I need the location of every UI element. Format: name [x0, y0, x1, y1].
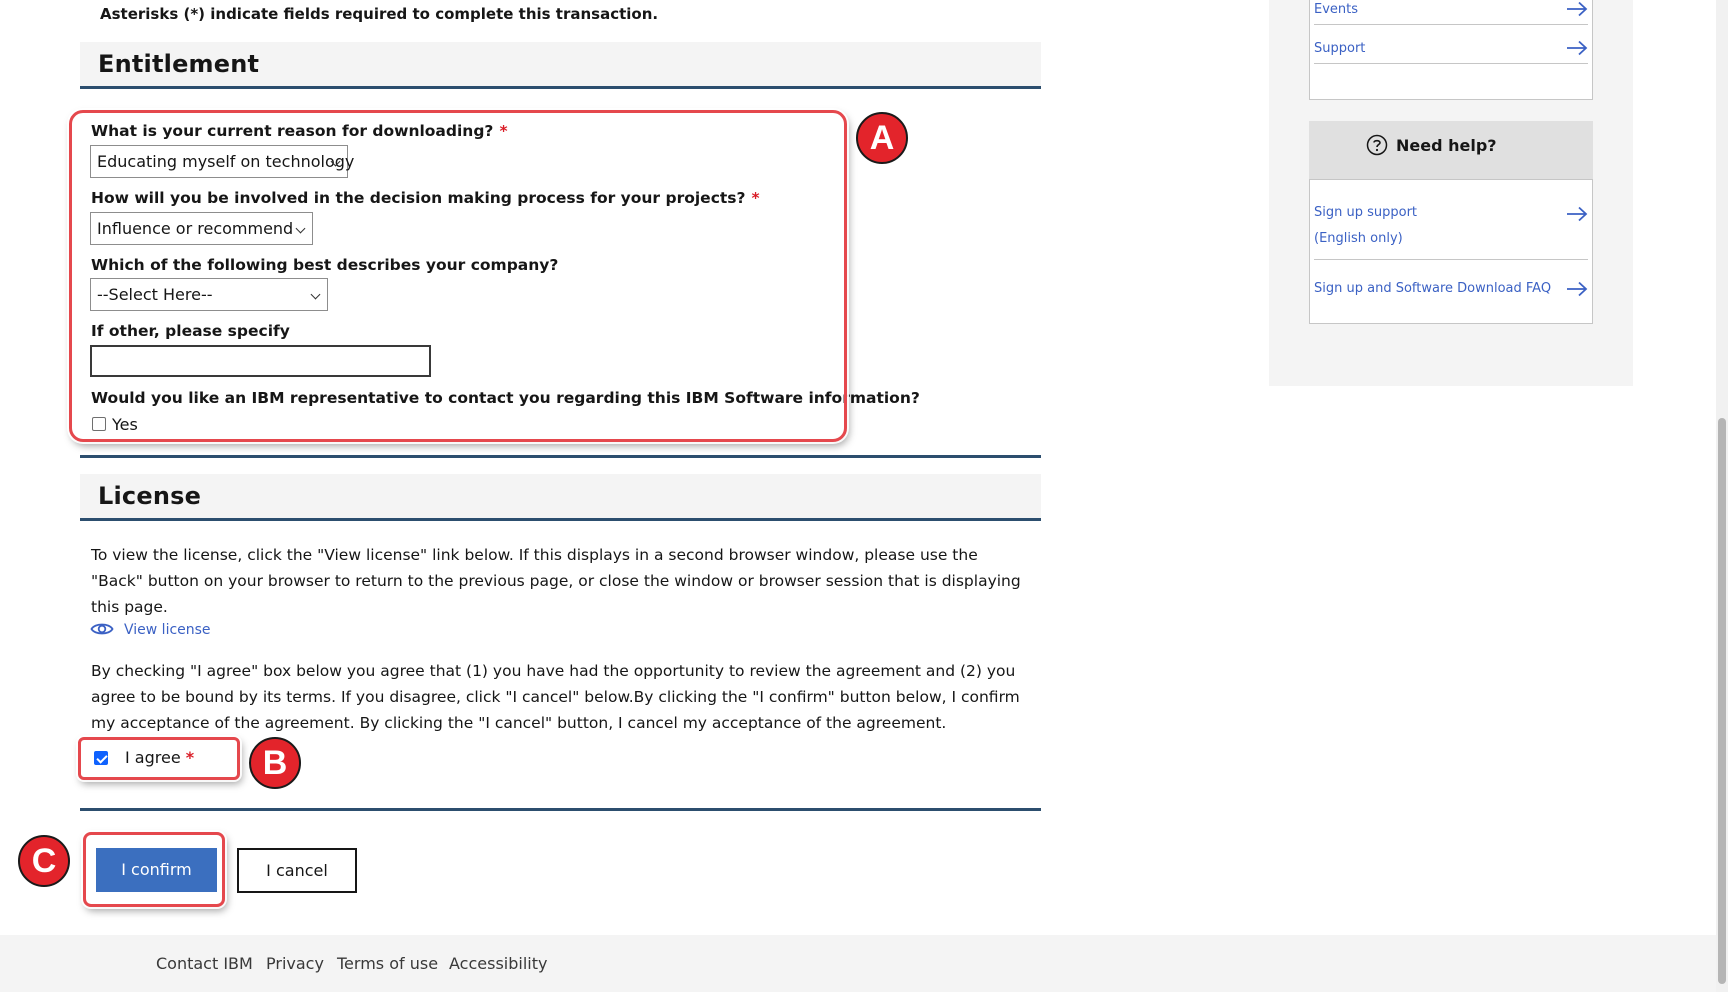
company-type-label: Which of the following best describes your company? — [91, 256, 559, 274]
sign-up-faq-label: Sign up and Software Download FAQ — [1314, 281, 1552, 296]
annotation-marker-a: A — [856, 112, 908, 164]
required-fields-note: Asterisks (*) indicate fields required to complete this transaction. — [100, 5, 659, 23]
page-footer — [0, 935, 1716, 992]
section-divider — [80, 455, 1041, 458]
i-agree-label-text: I agree — [125, 748, 181, 767]
section-divider — [80, 808, 1041, 811]
decision-role-label-text: How will you be involved in the decision making process for your projects? — [91, 189, 746, 207]
need-help-header — [1309, 121, 1593, 180]
eye-icon — [90, 620, 114, 638]
sidebar-divider — [1314, 24, 1588, 25]
sidebar-link-events-label: Events — [1314, 2, 1359, 17]
sign-up-support-sublabel: (English only) — [1314, 231, 1403, 246]
required-asterisk: * — [751, 189, 760, 207]
sign-up-faq-link[interactable] — [1314, 279, 1588, 304]
other-specify-label: If other, please specify — [91, 322, 290, 340]
decision-role-value: Influence or recommend — [97, 219, 294, 238]
license-title: License — [98, 482, 202, 510]
sidebar-link-events[interactable] — [1314, 0, 1588, 25]
license-section-header — [80, 474, 1041, 521]
annotation-marker-b: B — [249, 737, 301, 789]
annotation-marker-c: C — [18, 835, 70, 887]
footer-link-contact[interactable]: Contact IBM — [156, 954, 253, 973]
sign-up-support-link[interactable] — [1314, 203, 1588, 253]
contact-rep-label: Would you like an IBM representative to contact you regarding this IBM Software information? — [91, 389, 920, 407]
arrow-right-icon — [1566, 206, 1588, 222]
company-type-value: --Select Here-- — [97, 285, 213, 304]
required-asterisk: * — [185, 748, 195, 767]
entitlement-title: Entitlement — [98, 50, 260, 78]
view-license-link-text: View license — [124, 622, 211, 638]
footer-link-accessibility[interactable]: Accessibility — [449, 954, 548, 973]
highlight-box-a — [69, 110, 847, 442]
required-asterisk: * — [499, 122, 508, 140]
footer-link-terms[interactable]: Terms of use — [337, 954, 439, 973]
sidebar-divider — [1314, 63, 1588, 64]
sidebar-divider — [1314, 259, 1588, 260]
contact-rep-yes-label: Yes — [112, 415, 138, 434]
scrollbar-thumb[interactable] — [1718, 418, 1726, 984]
entitlement-section-header — [80, 42, 1041, 89]
sign-up-support-label: Sign up support — [1314, 205, 1418, 220]
sidebar-link-support[interactable] — [1314, 39, 1588, 64]
highlight-box-b — [78, 737, 240, 780]
i-confirm-button[interactable]: I confirm — [96, 848, 217, 892]
help-icon — [1366, 134, 1388, 156]
arrow-right-icon — [1566, 281, 1588, 297]
download-reason-label-text: What is your current reason for downloading? — [91, 122, 494, 140]
download-reason-value: Educating myself on technology — [97, 152, 355, 171]
need-help-title: Need help? — [1396, 136, 1497, 155]
sidebar-link-support-label: Support — [1314, 41, 1366, 56]
arrow-right-icon — [1566, 1, 1588, 17]
i-cancel-button[interactable]: I cancel — [237, 848, 357, 893]
agreement-text: By checking "I agree" box below you agree that (1) you have had the opportunity to review the agreement and (2) you agree to be bound by its terms. If you disagree, click "I cancel" below.By clicking the "I confirm" button below, I confirm my acceptance of the agreement. By clicking the "I cancel" button, I cancel my acceptance of the agreement. — [91, 662, 1020, 732]
license-intro-text: To view the license, click the "View license" link below. If this displays in a second browser window, please use the "Back" button on your browser to return to the previous page, or close the window or browser session that is displaying this page. — [91, 546, 1021, 616]
footer-link-privacy[interactable]: Privacy — [266, 954, 324, 973]
arrow-right-icon — [1566, 40, 1588, 56]
highlight-box-c — [83, 832, 225, 907]
